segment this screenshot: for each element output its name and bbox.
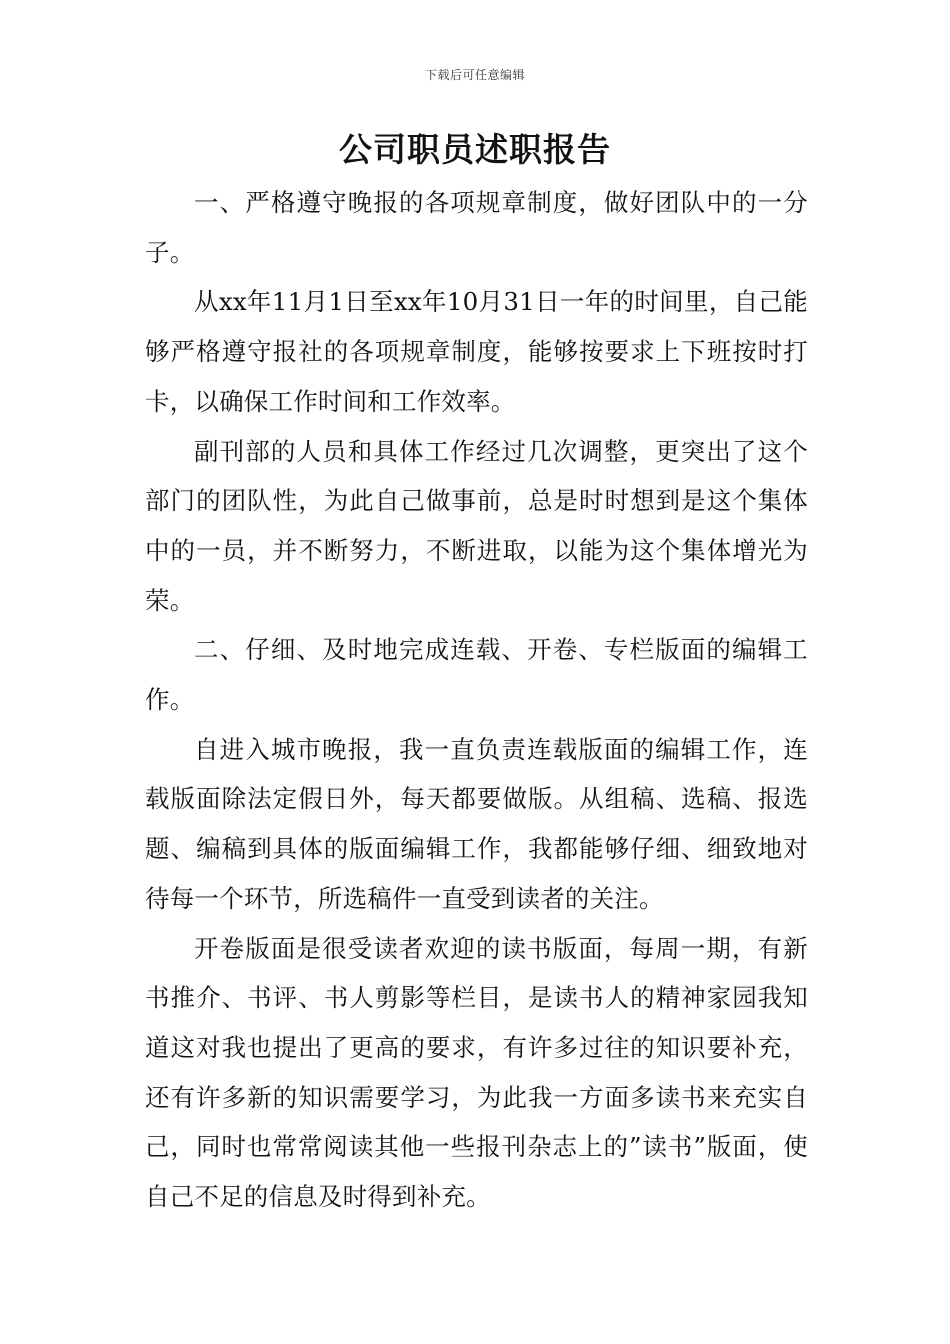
paragraph-attendance: 从xx年11月1日至xx年10月31日一年的时间里，自己能够严格遵守报社的各项规章制度，能够按要求上下班按时打卡，以确保工作时间和工作效率。 bbox=[145, 287, 808, 416]
paragraph-teamwork: 副刊部的人员和具体工作经过几次调整，更突出了这个部门的团队性，为此自己做事前，总是时时想到是这个集体中的一员，并不断努力，不断进取，以能为这个集体增光为荣。 bbox=[145, 436, 808, 615]
document-title: 公司职员述职报告 bbox=[339, 130, 611, 169]
document-body bbox=[145, 178, 808, 1222]
paragraph-reading-page: 开卷版面是很受读者欢迎的读书版面，每周一期，有新书推介、书评、书人剪影等栏目，是读书人的精神家园我知道这对我也提出了更高的要求，有许多过往的知识要补充，还有许多新的知识需要学习，为此我一方面多读书来充实自己，同时也常常阅读其他一些报刊杂志上的”读书”版面，使自己不足的信息及时得到补充。 bbox=[145, 933, 808, 1212]
paragraph-serial-editing: 自进入城市晚报，我一直负责连载版面的编辑工作，连载版面除法定假日外，每天都要做版。从组稿、选稿、报选题、编稿到具体的版面编辑工作，我都能够仔细、细致地对待每一个环节，所选稿件一直受到读者的关注。 bbox=[145, 734, 808, 913]
header-note: 下载后可任意编辑 bbox=[424, 68, 525, 82]
paragraph-section-one-heading: 一、严格遵守晚报的各项规章制度，做好团队中的一分子。 bbox=[145, 188, 808, 267]
paragraph-section-two-heading: 二、仔细、及时地完成连载、开卷、专栏版面的编辑工作。 bbox=[145, 635, 808, 715]
